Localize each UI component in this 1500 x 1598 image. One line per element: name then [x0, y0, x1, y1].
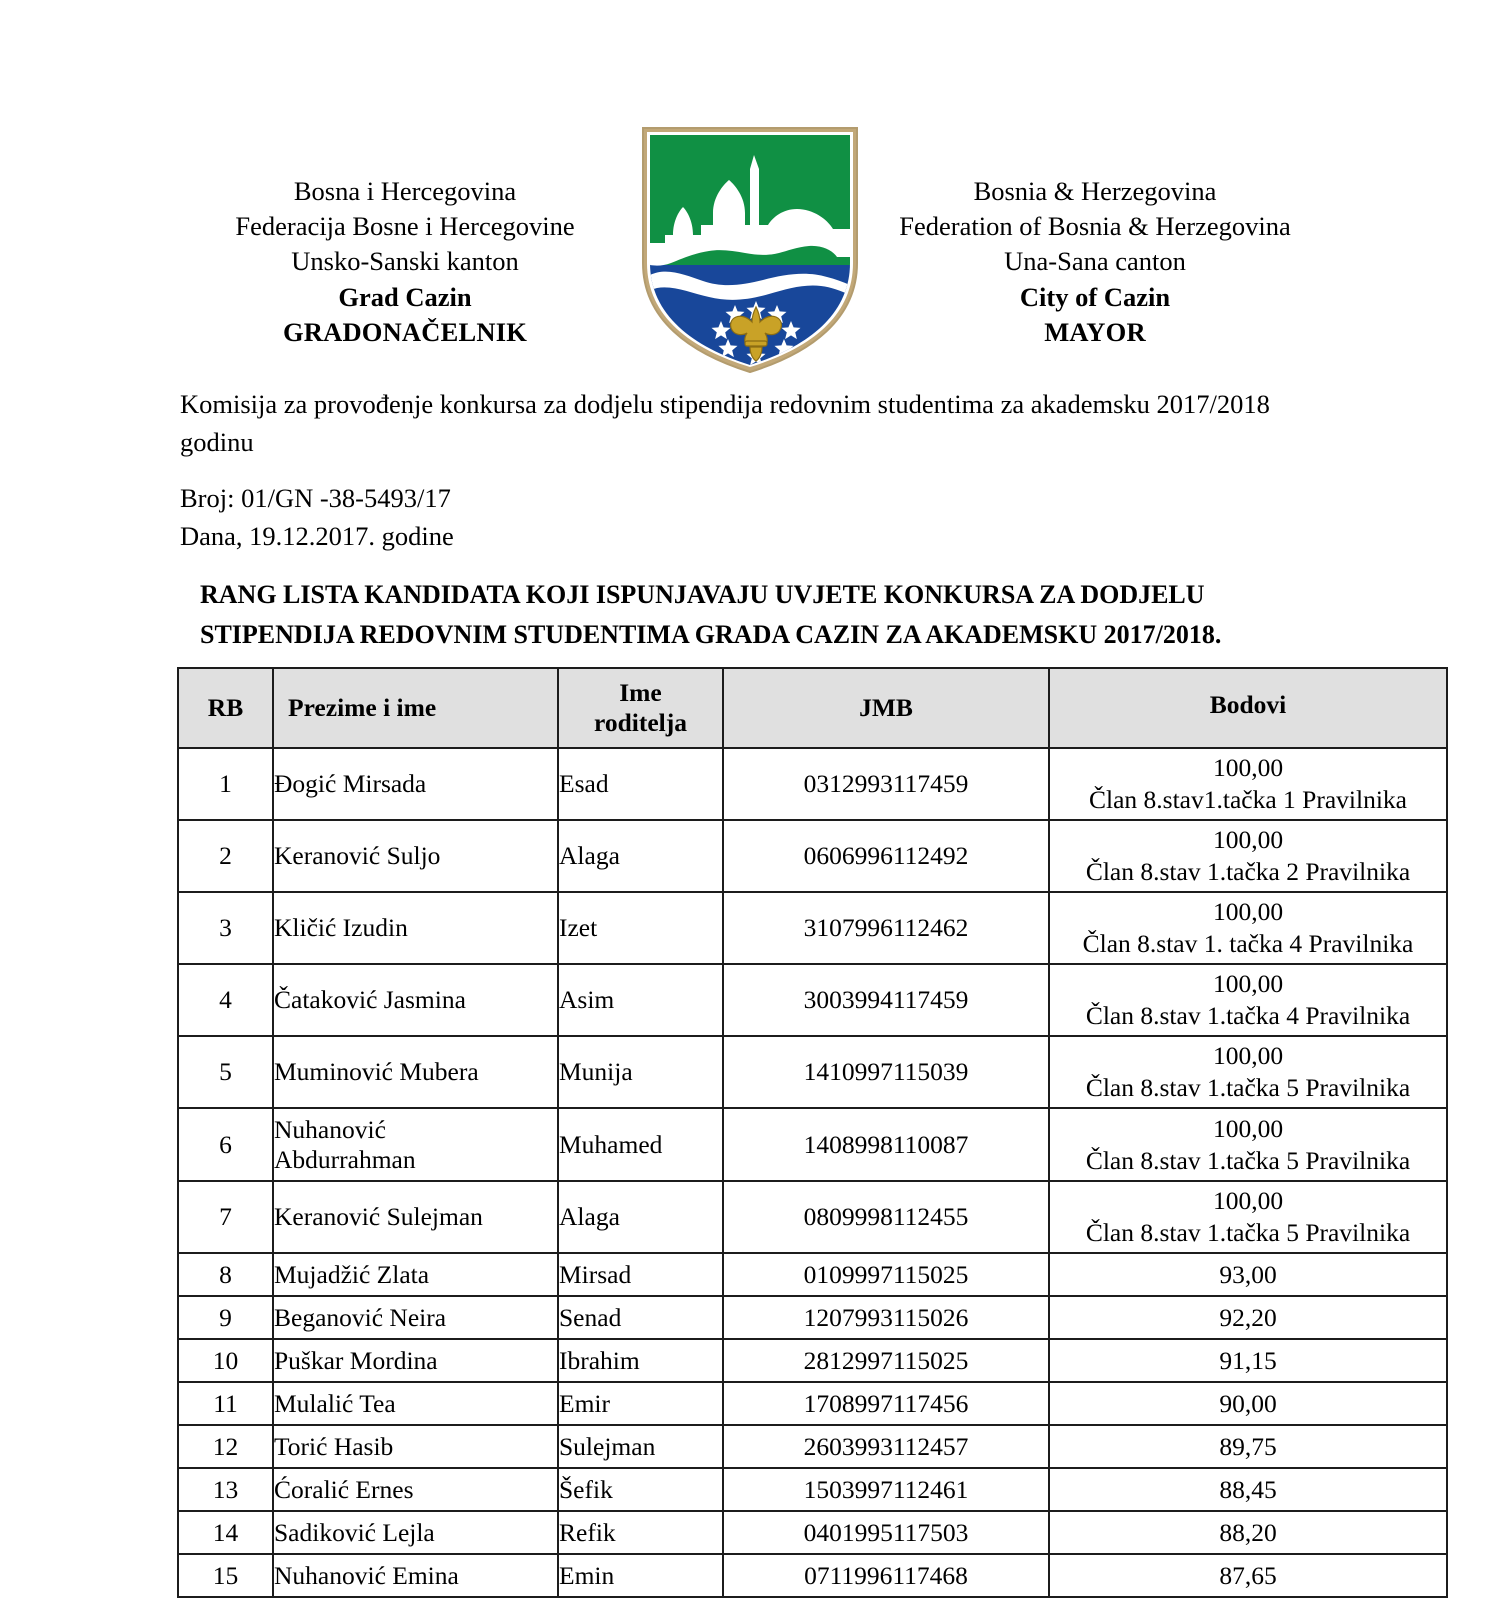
ranking-table-wrapper	[177, 667, 1436, 1598]
cell-bodovi	[1049, 1253, 1447, 1296]
table-row	[178, 1554, 1447, 1597]
cell-rb: 4	[178, 964, 273, 1036]
letterhead-bs-line-2: Federacija Bosne i Hercegovine	[235, 211, 575, 242]
cell-bodovi	[1049, 1108, 1447, 1181]
letterhead-en-line-1: Bosnia & Herzegovina	[973, 176, 1217, 206]
cell-bodovi	[1049, 1382, 1447, 1425]
cell-parent-name: Esad	[558, 748, 723, 820]
cell-rb: 11	[178, 1382, 273, 1425]
table-header-row	[178, 668, 1447, 748]
cell-name-line-1: Puškar Mordina	[274, 1345, 438, 1375]
cell-bodovi-points: 88,20	[1219, 1517, 1277, 1547]
cell-rb: 7	[178, 1181, 273, 1253]
cell-name	[273, 1108, 558, 1181]
document-number: Broj: 01/GN -38-5493/17	[180, 483, 451, 513]
cell-rb: 5	[178, 1036, 273, 1108]
cell-parent-name: Refik	[558, 1511, 723, 1554]
cell-name	[273, 1296, 558, 1339]
cell-name-line-1: Torić Hasib	[274, 1431, 394, 1461]
cell-bodovi	[1049, 964, 1447, 1036]
table-body	[178, 748, 1447, 1597]
document-meta	[180, 480, 980, 555]
letterhead-bs-mayor: GRADONAČELNIK	[282, 316, 528, 347]
cell-name	[273, 820, 558, 892]
coat-of-arms-icon	[635, 125, 865, 373]
letterhead-bs-line-3: Unsko-Sanski kanton	[291, 246, 519, 277]
cell-name	[273, 1036, 558, 1108]
cell-bodovi	[1049, 1511, 1447, 1554]
cell-name	[273, 1554, 558, 1597]
table-row	[178, 1511, 1447, 1554]
cell-parent-name: Emir	[558, 1382, 723, 1425]
column-header-bodovi	[1049, 668, 1447, 748]
cell-rb: 8	[178, 1253, 273, 1296]
table-row	[178, 1339, 1447, 1382]
cell-parent-name: Munija	[558, 1036, 723, 1108]
cell-parent-name: Emin	[558, 1554, 723, 1597]
cell-jmb: 0606996112492	[723, 820, 1049, 892]
cell-jmb: 0109997115025	[723, 1253, 1049, 1296]
cell-name	[273, 1339, 558, 1382]
column-header-name-label: Prezime i ime	[288, 693, 437, 722]
cell-name-line-1: Keranović Sulejman	[274, 1202, 483, 1231]
cell-bodovi-points: 100,00	[1212, 753, 1284, 783]
cell-name	[273, 892, 558, 964]
cell-parent-name: Alaga	[558, 820, 723, 892]
cell-name-line-1: Beganović Neira	[274, 1302, 447, 1332]
cell-rb: 15	[178, 1554, 273, 1597]
cell-rb: 6	[178, 1108, 273, 1181]
table-header	[178, 668, 1447, 748]
cell-name-line-1: Đogić Mirsada	[274, 769, 427, 798]
cell-name	[273, 1511, 558, 1554]
cell-jmb: 2603993112457	[723, 1425, 1049, 1468]
cell-name	[273, 1253, 558, 1296]
cell-bodovi	[1049, 1296, 1447, 1339]
cell-bodovi	[1049, 820, 1447, 892]
letterhead-bs-line-1: Bosna i Hercegovina	[293, 176, 517, 206]
cell-rb: 3	[178, 892, 273, 964]
cell-jmb: 3003994117459	[723, 964, 1049, 1036]
cell-name-line-1: Muminović Mubera	[274, 1057, 479, 1086]
cell-jmb: 0401995117503	[723, 1511, 1049, 1554]
cell-bodovi-rule: Član 8.stav 1.tačka 2 Pravilnika	[1085, 857, 1411, 886]
cell-bodovi-rule: Član 8.stav 1.tačka 5 Pravilnika	[1085, 1218, 1411, 1247]
cell-bodovi-points: 90,00	[1219, 1388, 1277, 1418]
letterhead-english	[865, 170, 1325, 350]
cell-name-line-1: Sadiković Lejla	[274, 1517, 435, 1547]
column-header-parent-label-2: roditelja	[593, 708, 687, 737]
letterhead-en-mayor: MAYOR	[1044, 316, 1146, 347]
cell-bodovi-rule: Član 8.stav1.tačka 1 Pravilnika	[1089, 785, 1407, 814]
cell-rb: 9	[178, 1296, 273, 1339]
cell-bodovi-rule: Član 8.stav 1. tačka 4 Pravilnika	[1082, 929, 1414, 958]
cell-rb: 2	[178, 820, 273, 892]
cell-bodovi-points: 93,00	[1219, 1259, 1277, 1289]
cell-parent-name: Ibrahim	[558, 1339, 723, 1382]
cell-name-line-1: Mulalić Tea	[274, 1388, 396, 1418]
cell-name	[273, 964, 558, 1036]
cell-parent-name: Senad	[558, 1296, 723, 1339]
table-row	[178, 1036, 1447, 1108]
cell-jmb: 1410997115039	[723, 1036, 1049, 1108]
cell-jmb: 3107996112462	[723, 892, 1049, 964]
cell-bodovi	[1049, 892, 1447, 964]
cell-name-line-1: Kličić Izudin	[274, 913, 408, 942]
cell-parent-name: Alaga	[558, 1181, 723, 1253]
cell-name-line-2: Abdurrahman	[274, 1144, 416, 1174]
page-title-line-2: STIPENDIJA REDOVNIM STUDENTIMA GRADA CAZIN ZA AKADEMSKU 2017/2018.	[200, 619, 1222, 649]
cell-name-line-1: Mujadžić Zlata	[274, 1259, 430, 1289]
table-row	[178, 964, 1447, 1036]
letterhead-bs-city: Grad Cazin	[338, 281, 472, 312]
cell-jmb: 0711996117468	[723, 1554, 1049, 1597]
table-row	[178, 1181, 1447, 1253]
cell-name	[273, 1468, 558, 1511]
cell-name-line-1: Nuhanović	[274, 1114, 386, 1144]
column-header-rb-label: RB	[207, 693, 244, 722]
cell-parent-name: Muhamed	[558, 1108, 723, 1181]
letterhead	[0, 170, 1500, 373]
cell-rb: 13	[178, 1468, 273, 1511]
cell-bodovi-rule: Član 8.stav 1.tačka 5 Pravilnika	[1085, 1145, 1411, 1175]
cell-parent-name: Izet	[558, 892, 723, 964]
cell-bodovi-points: 100,00	[1212, 1186, 1284, 1216]
cell-name-line-1: Čataković Jasmina	[274, 985, 466, 1014]
cell-parent-name: Mirsad	[558, 1253, 723, 1296]
cell-bodovi-points: 91,15	[1219, 1345, 1277, 1375]
cell-bodovi-points: 100,00	[1212, 825, 1284, 855]
cell-bodovi-points: 100,00	[1212, 1113, 1284, 1143]
cell-name-line-1: Ćoralić Ernes	[274, 1474, 414, 1504]
cell-jmb: 0809998112455	[723, 1181, 1049, 1253]
column-header-parent	[558, 668, 723, 748]
table-row	[178, 1425, 1447, 1468]
letterhead-en-city: City of Cazin	[1019, 281, 1171, 312]
table-row	[178, 748, 1447, 820]
cell-name	[273, 1425, 558, 1468]
table-row	[178, 1108, 1447, 1181]
cell-bodovi-points: 87,65	[1219, 1560, 1277, 1590]
cell-name-line-1: Nuhanović Emina	[274, 1560, 459, 1590]
cell-bodovi-rule: Član 8.stav 1.tačka 4 Pravilnika	[1085, 1001, 1411, 1030]
column-header-name	[273, 668, 558, 748]
cell-jmb: 2812997115025	[723, 1339, 1049, 1382]
cell-bodovi	[1049, 1181, 1447, 1253]
table-row	[178, 1296, 1447, 1339]
cell-name	[273, 1382, 558, 1425]
document-date: Dana, 19.12.2017. godine	[180, 520, 454, 551]
cell-bodovi-points: 100,00	[1212, 897, 1284, 927]
page-title-line-1: RANG LISTA KANDIDATA KOJI ISPUNJAVAJU UVJETE KONKURSA ZA DODJELU	[200, 580, 1205, 609]
cell-bodovi-points: 100,00	[1212, 969, 1284, 999]
cell-rb: 14	[178, 1511, 273, 1554]
cell-rb: 1	[178, 748, 273, 820]
column-header-bodovi-label: Bodovi	[1209, 690, 1287, 719]
cell-jmb: 1408998110087	[723, 1108, 1049, 1181]
ranking-table	[177, 667, 1448, 1598]
column-header-parent-label-1: Ime	[619, 678, 662, 707]
table-row	[178, 820, 1447, 892]
column-header-rb	[178, 668, 273, 748]
column-header-jmb-label: JMB	[859, 693, 913, 722]
page-title	[200, 575, 1340, 654]
cell-jmb: 1503997112461	[723, 1468, 1049, 1511]
cell-jmb: 1207993115026	[723, 1296, 1049, 1339]
cell-jmb: 0312993117459	[723, 748, 1049, 820]
letterhead-en-line-2: Federation of Bosnia & Herzegovina	[899, 211, 1291, 242]
cell-bodovi	[1049, 1554, 1447, 1597]
cell-name-line-1: Keranović Suljo	[274, 841, 441, 870]
cell-jmb: 1708997117456	[723, 1382, 1049, 1425]
table-row	[178, 1253, 1447, 1296]
cell-bodovi-rule: Član 8.stav 1.tačka 5 Pravilnika	[1085, 1073, 1411, 1102]
cell-bodovi-points: 92,20	[1219, 1302, 1277, 1332]
cell-parent-name: Sulejman	[558, 1425, 723, 1468]
cell-bodovi	[1049, 1339, 1447, 1382]
cell-parent-name: Šefik	[558, 1468, 723, 1511]
cell-parent-name: Asim	[558, 964, 723, 1036]
cell-bodovi	[1049, 1425, 1447, 1468]
letterhead-en-line-3: Una-Sana canton	[1004, 246, 1186, 277]
cell-bodovi-points: 89,75	[1219, 1431, 1277, 1461]
cell-rb: 12	[178, 1425, 273, 1468]
table-row	[178, 892, 1447, 964]
letterhead-bosnian	[175, 170, 635, 350]
cell-name	[273, 748, 558, 820]
cell-bodovi	[1049, 1468, 1447, 1511]
commission-paragraph: Komisija za provođenje konkursa za dodjelu stipendija redovnim studentima za akademsku 2017/2018 godinu	[180, 389, 1270, 457]
cell-rb: 10	[178, 1339, 273, 1382]
cell-bodovi	[1049, 1036, 1447, 1108]
cell-bodovi-points: 100,00	[1212, 1041, 1284, 1071]
table-row	[178, 1382, 1447, 1425]
cell-bodovi-points: 88,45	[1219, 1474, 1277, 1504]
table-row	[178, 1468, 1447, 1511]
cell-name	[273, 1181, 558, 1253]
column-header-jmb	[723, 668, 1049, 748]
cell-bodovi	[1049, 748, 1447, 820]
